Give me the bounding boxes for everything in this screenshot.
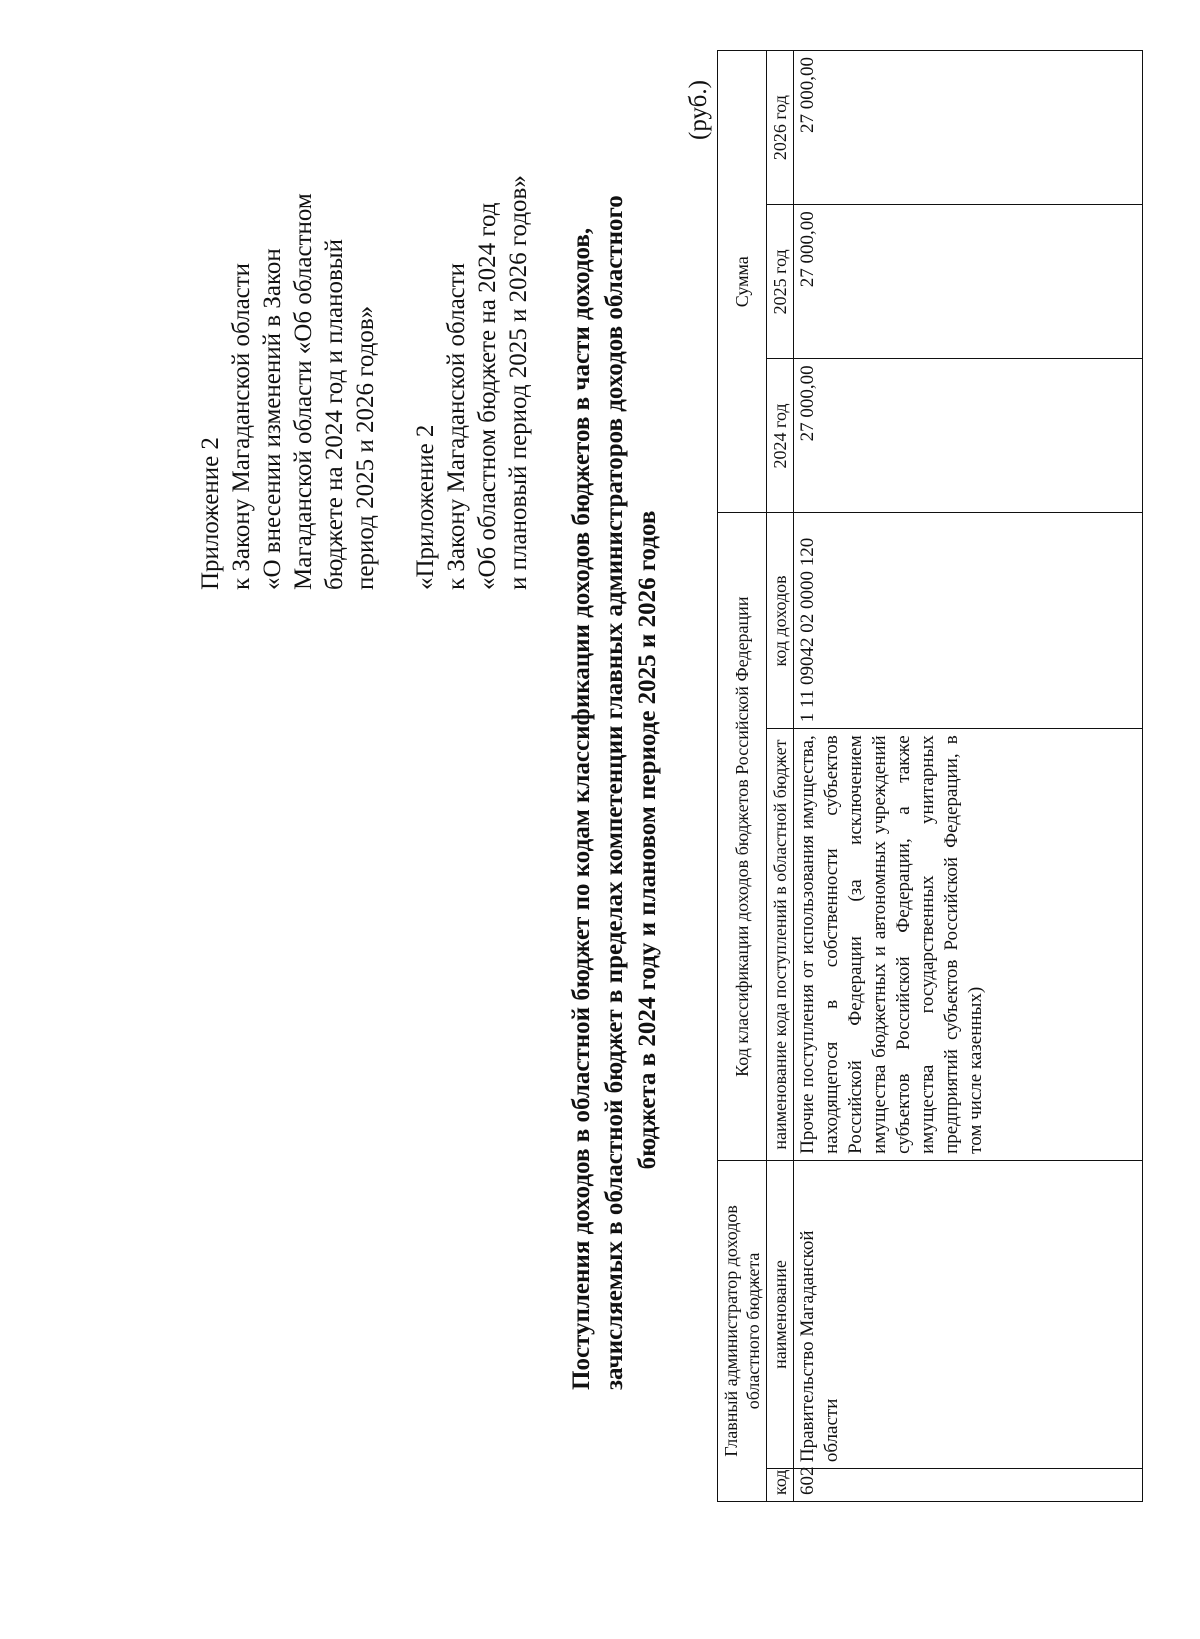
title-line: Поступления доходов в областной бюджет по кодам классификации доходов бюджетов в части доходов, bbox=[568, 227, 595, 1390]
header-admin-group: Главный администратор доходов областного бюджета bbox=[718, 1160, 767, 1501]
amount-2025-cell: 27 000,00 bbox=[794, 205, 1143, 359]
amount-2026-cell: 27 000,00 bbox=[794, 51, 1143, 205]
document-title bbox=[565, 195, 664, 1390]
table-header-row bbox=[718, 51, 767, 1502]
title-line: бюджета в 2024 году и плановом периоде 2025 и 2026 годов bbox=[634, 510, 661, 1170]
appendix-line: «О внесении изменений в Закон bbox=[259, 248, 286, 590]
income-name-cell: Прочие поступления от использования имущества, находящегося в собственности субъектов Российской Федерации (за исключением имущества бюджетных и автономных учреждений субъектов Российской Федерации, а также имущества государственных унитарных предприятий субъектов Российской Федерации, в том числе казенных) bbox=[794, 729, 1143, 1161]
header-2026: 2026 год bbox=[767, 51, 794, 205]
header-name: наименование bbox=[767, 1160, 794, 1468]
amount-2024-cell: 27 000,00 bbox=[794, 359, 1143, 513]
header-2025: 2025 год bbox=[767, 205, 794, 359]
table-row bbox=[794, 51, 1143, 1502]
currency-unit-label: (руб.) bbox=[685, 80, 712, 140]
appendix-line: Приложение 2 bbox=[197, 437, 224, 590]
appendix-line: и плановый период 2025 и 2026 годов» bbox=[505, 175, 532, 590]
admin-name-cell: Правительство Магаданской области bbox=[794, 1160, 1143, 1468]
appendix-line: к Закону Магаданской области bbox=[443, 262, 470, 590]
appendix-line: Магаданской области «Об областном bbox=[290, 193, 317, 590]
appendix-current-header bbox=[195, 165, 381, 590]
title-line: зачисляемых в областной бюджет в пределах компетенции главных администраторов доходов областного bbox=[601, 195, 628, 1390]
table-subheader-row bbox=[767, 51, 794, 1502]
header-income-name: наименование кода поступлений в областной бюджет bbox=[767, 729, 794, 1161]
appendix-line: бюджете на 2024 год и плановый bbox=[321, 239, 348, 590]
income-code-cell: 1 11 09042 02 0000 120 bbox=[794, 513, 1143, 729]
income-table bbox=[717, 50, 1143, 1502]
header-income-code: код доходов bbox=[767, 513, 794, 729]
appendix-original-header bbox=[410, 165, 534, 590]
admin-code-cell: 602 bbox=[794, 1469, 1143, 1502]
header-kbk-group: Код классификации доходов бюджетов Российской Федерации bbox=[718, 513, 767, 1160]
header-2024: 2024 год bbox=[767, 359, 794, 513]
appendix-line: к Закону Магаданской области bbox=[228, 262, 255, 590]
header-code: код bbox=[767, 1469, 794, 1502]
appendix-line: период 2025 и 2026 годов» bbox=[352, 305, 379, 590]
header-sum-group: Сумма bbox=[718, 51, 767, 514]
appendix-line: «Об областном бюджете на 2024 год bbox=[474, 202, 501, 590]
appendix-line: «Приложение 2 bbox=[412, 424, 439, 590]
